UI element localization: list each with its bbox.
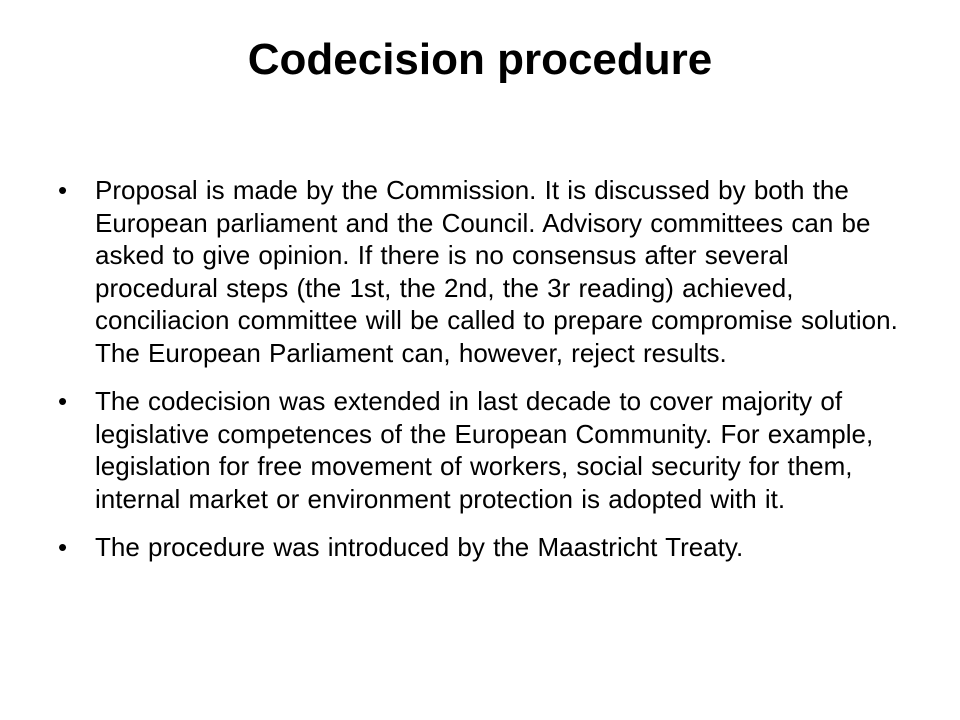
bullet-item <box>58 385 898 515</box>
bullet-item <box>58 174 898 369</box>
bullet-icon: • <box>58 175 68 205</box>
bullet-item <box>58 531 898 564</box>
bullet-text: The procedure was introduced by the Maastricht Treaty. <box>95 532 744 562</box>
bullet-list <box>58 174 898 580</box>
bullet-text: Proposal is made by the Commission. It is discussed by both the European parliament and the Council. Advisory committees can be asked to give opinion. If there is no consensus after several procedural steps (the 1st, the 2nd, the 3r reading) achieved, conciliacion committee will be called to prepare compromise solution. The European Parliament can, however, reject results. <box>95 175 898 368</box>
bullet-icon: • <box>58 532 68 562</box>
bullet-icon: • <box>58 386 68 416</box>
bullet-text: The codecision was extended in last decade to cover majority of legislative competences of the European Community. For example, legislation for free movement of workers, social security for them, internal market or environment protection is adopted with it. <box>95 386 874 514</box>
slide-title: Codecision procedure <box>247 35 713 84</box>
